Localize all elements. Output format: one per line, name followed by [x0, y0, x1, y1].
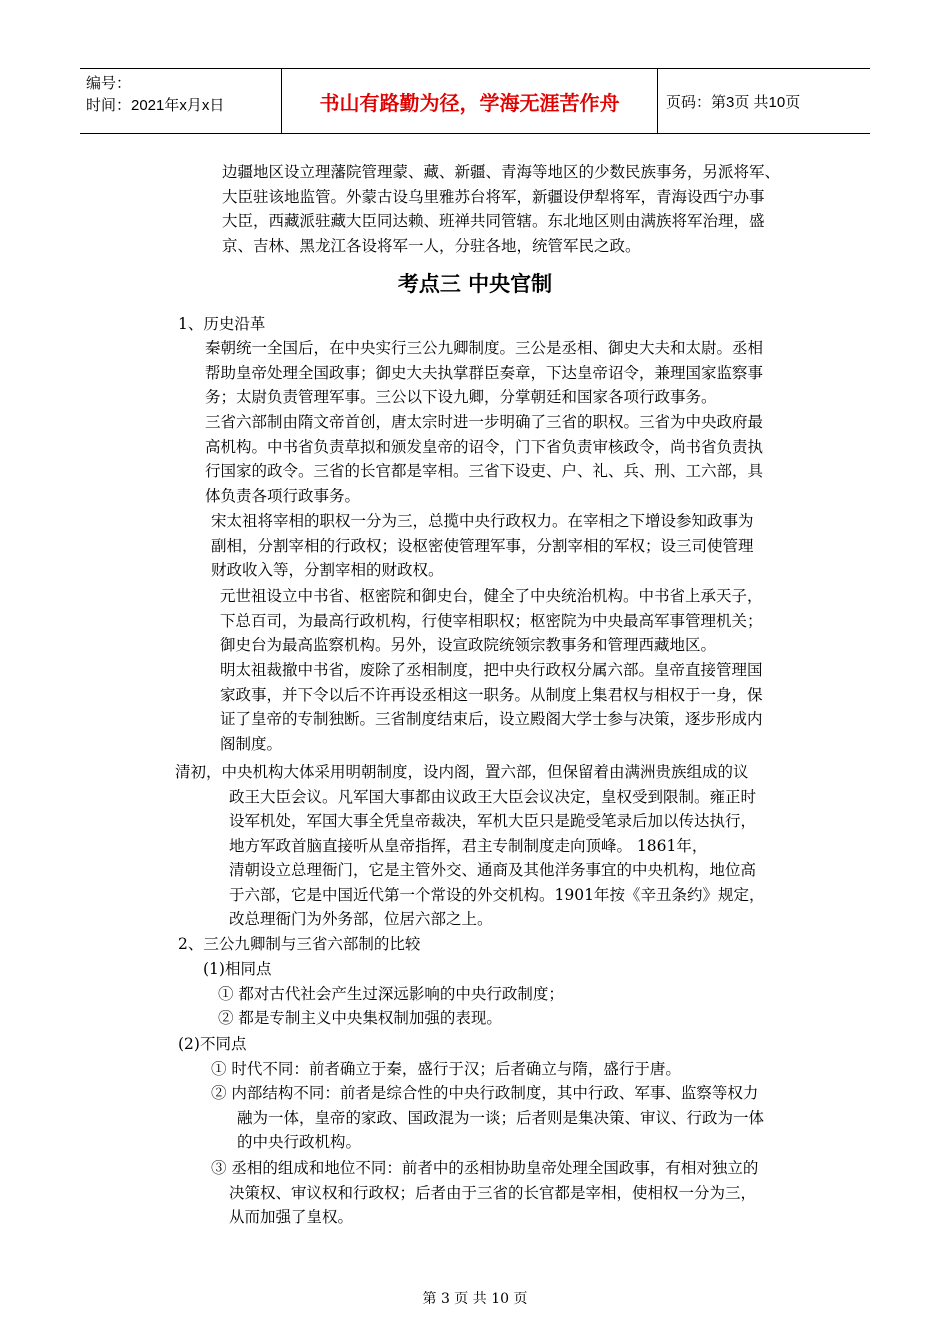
para-song-line: 财政收入等，分割宰相的财政权。: [211, 561, 444, 579]
diff-item: ③ 丞相的组成和地位不同：前者中的丞相协助皇帝处理全国政事，有相对独立的: [211, 1159, 759, 1177]
intro-line: 京、吉林、黑龙江各设将军一人，分驻各地，统管军民之政。: [222, 236, 641, 255]
page-footer: 第 3 页 共 10 页: [422, 1291, 528, 1307]
document-header: [80, 68, 870, 134]
page-info: 页码：第3页 共10页: [666, 93, 801, 111]
diff-item-cont: 融为一体，皇帝的家政、国政混为一谈；后者则是集决策、审议、行政为一体: [237, 1108, 765, 1127]
para-ming-line: 明太祖裁撤中书省，废除了丞相制度，把中央行政权分属六部。皇帝直接管理国: [220, 661, 763, 679]
intro-line: 大臣，西藏派驻藏大臣同达赖、班禅共同管辖。东北地区则由满族将军治理，盛: [222, 212, 765, 230]
intro-line: 大臣驻该地监管。外蒙古设乌里雅苏台将军，新疆设伊犁将军，青海设西宁办事: [222, 187, 765, 206]
para-qing-line: 清初，中央机构大体采用明朝制度，设内阁，置六部，但保留着由满洲贵族组成的议: [175, 763, 749, 781]
para-sui-line: 体负责各项行政事务。: [205, 486, 361, 505]
diff-item: ② 内部结构不同：前者是综合性的中央行政制度，其中行政、军事、监察等权力: [211, 1084, 759, 1102]
para-sui-line: 高机构。中书省负责草拟和颁发皇帝的诏令，门下省负责审核政令，尚书省负责执: [205, 437, 764, 456]
same-item: ② 都是专制主义中央集权制加强的表现。: [218, 1009, 502, 1027]
diff-item-cont: 的中央行政机构。: [237, 1133, 362, 1151]
number-label: 编号：: [86, 75, 132, 92]
intro-line: 边疆地区设立理藩院管理蒙、藏、新疆、青海等地区的少数民族事务，另派将军、: [222, 163, 781, 181]
para-qing-line: 清朝设立总理衙门，它是主管外交、通商及其他洋务事宜的中央机构，地位高: [229, 861, 757, 879]
diff-item-cont: 从而加强了皇权。: [229, 1208, 354, 1226]
para-qin-line: 帮助皇帝处理全国政事；御史大夫执掌群臣奏章，下达皇帝诏令，兼理国家监察事: [205, 363, 764, 382]
header-meta: [80, 69, 282, 133]
diff-item: ① 时代不同：前者确立于秦，盛行于汉；后者确立与隋，盛行于唐。: [211, 1059, 681, 1078]
para-qin-line: 务；太尉负责管理军事。三公以下设九卿，分掌朝廷和国家各项行政事务。: [205, 388, 717, 406]
para-qin-line: 秦朝统一全国后，在中央实行三公九卿制度。三公是丞相、御史大夫和太尉。丞相: [205, 339, 764, 357]
motto: 书山有路勤为径，学海无涯苦作舟: [282, 69, 658, 133]
para-qing-line: 改总理衙门为外务部，位居六部之上。: [229, 910, 493, 928]
para-sui-line: 行国家的政令。三省的长官都是宰相。三省下设吏、户、礼、兵、刑、工六部，具: [205, 462, 764, 480]
heading-comparison: 2、三公九卿制与三省六部制的比较: [178, 935, 421, 953]
para-yuan-line: 元世祖设立中书省、枢密院和御史台，健全了中央统治机构。中书省上承天子，: [220, 587, 763, 605]
para-song-line: 副相，分割宰相的行政权；设枢密使管理军事，分割宰相的军权；设三司使管理: [211, 536, 754, 555]
para-yuan-line: 御史台为最高监察机构。另外，设宣政院统领宗教事务和管理西藏地区。: [220, 636, 717, 654]
section-title: 考点三 中央官制: [397, 272, 553, 296]
diff-title: (2)不同点: [178, 1035, 247, 1053]
same-title: (1)相同点: [203, 960, 272, 978]
para-qing-line: 设军机处，军国大事全凭皇帝裁决，军机大臣只是跪受笔录后加以传达执行，: [229, 812, 757, 830]
para-qing-line: 地方军政首脑直接听从皇帝指挥，君主专制制度走向顶峰。 1861年，: [229, 836, 708, 855]
para-ming-line: 家政事，并下令以后不许再设丞相这一职务。从制度上集君权与相权于一身，保: [220, 685, 763, 704]
para-song-line: 宋太祖将宰相的职权一分为三，总揽中央行政权力。在宰相之下增设参知政事为: [211, 512, 754, 530]
para-qing-line: 政王大臣会议。凡军国大事都由议政王大臣会议决定，皇权受到限制。雍正时: [229, 787, 757, 806]
diff-item-cont: 决策权、审议权和行政权；后者由于三省的长官都是宰相，使相权一分为三，: [229, 1183, 757, 1202]
para-yuan-line: 下总百司，为最高行政机构，行使宰相职权；枢密院为中央最高军事管理机关；: [220, 611, 763, 630]
heading-history: 1、历史沿革: [178, 315, 266, 333]
para-ming-line: 证了皇帝的专制独断。三省制度结束后，设立殿阁大学士参与决策，逐步形成内: [220, 710, 763, 728]
para-qing-line: 于六部，它是中国近代第一个常设的外交机构。1901年按《辛丑条约》规定，: [229, 885, 765, 904]
time-label: 时间：2021年x月x日: [86, 97, 225, 114]
same-item: ① 都对古代社会产生过深远影响的中央行政制度；: [218, 984, 564, 1003]
para-ming-line: 阁制度。: [220, 734, 283, 753]
para-sui-line: 三省六部制由隋文帝首创，唐太宗时进一步明确了三省的职权。三省为中央政府最: [205, 413, 764, 431]
